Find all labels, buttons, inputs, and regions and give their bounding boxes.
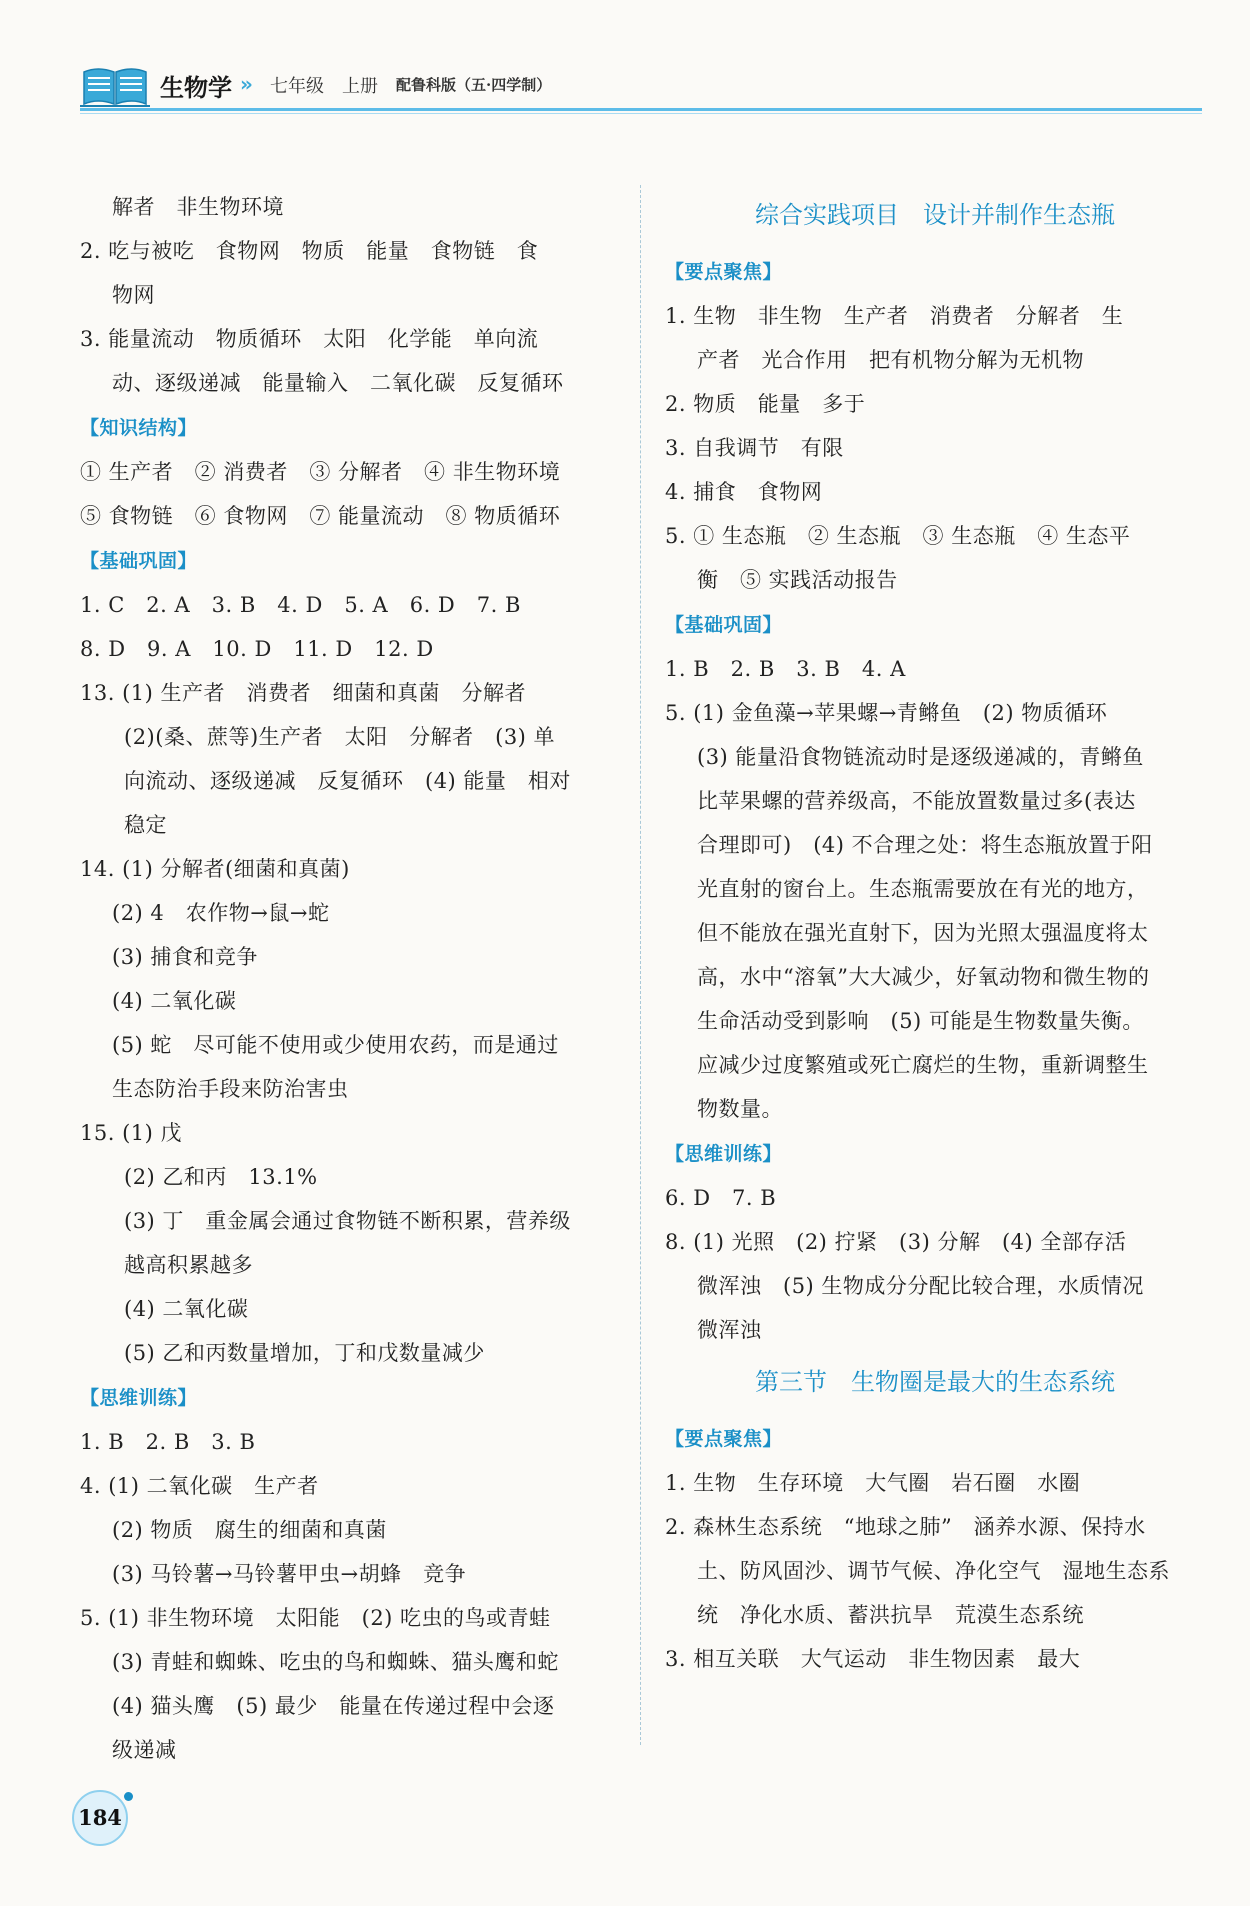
answer-line: 生命活动受到影响 (5) 可能是生物数量失衡。: [697, 1009, 1144, 1033]
answer-line: (2) 物质 腐生的细菌和真菌: [112, 1518, 387, 1542]
answer-line: 应减少过度繁殖或死亡腐烂的生物，重新调整生: [697, 1053, 1149, 1077]
answer-line: 1. 生物 非生物 生产者 消费者 分解者 生: [665, 304, 1124, 328]
section-title: 第三节 生物圈是最大的生态系统: [755, 1368, 1115, 1396]
answer-line: 3. 自我调节 有限: [665, 436, 844, 460]
answer-line: 1. C 2. A 3. B 4. D 5. A 6. D 7. B: [80, 593, 521, 617]
answer-line: 级递减: [112, 1738, 177, 1762]
answer-line: 5. (1) 非生物环境 太阳能 (2) 吃虫的鸟或青蛙: [80, 1606, 551, 1630]
section-tag-row: [80, 1375, 620, 1420]
left-column: [80, 185, 620, 1772]
answer-line: 物数量。: [697, 1097, 783, 1121]
answer-line: 4. 捕食 食物网: [665, 480, 823, 504]
answer-line: 1. B 2. B 3. B 4. A: [665, 657, 906, 681]
answer-line: (3) 捕食和竞争: [112, 945, 258, 969]
header-edition: 配鲁科版（五·四学制）: [396, 76, 552, 94]
answer-line: 微浑浊: [697, 1318, 762, 1342]
answer-line: 比苹果螺的营养级高，不能放置数量过多(表达: [697, 789, 1136, 813]
answer-line: 但不能放在强光直射下，因为光照太强温度将太: [697, 921, 1149, 945]
answer-line: 14. (1) 分解者(细菌和真菌): [80, 857, 350, 881]
section-title: 综合实践项目 设计并制作生态瓶: [755, 201, 1115, 229]
answer-line: (3) 马铃薯→马铃薯甲虫→胡蜂 竞争: [112, 1562, 467, 1586]
answer-line: 1. B 2. B 3. B: [80, 1430, 256, 1454]
section-tag: 【基础巩固】: [665, 614, 783, 636]
section-tag-row: [665, 602, 1205, 647]
section-tag-row: [665, 1416, 1205, 1461]
header-rule-thin: [80, 113, 1202, 114]
answer-line: (4) 猫头鹰 (5) 最少 能量在传递过程中会逐: [112, 1694, 555, 1718]
section-tag: 【要点聚焦】: [665, 1428, 783, 1450]
section-tag: 【思维训练】: [665, 1143, 783, 1165]
section-tag: 【要点聚焦】: [665, 261, 783, 283]
answer-line: 6. D 7. B: [665, 1186, 777, 1210]
answer-line: (5) 蛇 尽可能不使用或少使用农药，而是通过: [112, 1033, 559, 1057]
answer-line: (5) 乙和丙数量增加，丁和戊数量减少: [124, 1341, 485, 1365]
answer-line: 产者 光合作用 把有机物分解为无机物: [697, 348, 1084, 372]
section-tag-row: [665, 249, 1205, 294]
answer-line: 4. (1) 二氧化碳 生产者: [80, 1474, 319, 1498]
open-book-icon: [80, 64, 150, 108]
answer-line: (3) 丁 重金属会通过食物链不断积累，营养级: [124, 1209, 571, 1233]
section-tag: 【知识结构】: [80, 417, 198, 439]
answer-line: 1. 生物 生存环境 大气圈 岩石圈 水圈: [665, 1471, 1081, 1495]
answer-line: 3. 相互关联 大气运动 非生物因素 最大: [665, 1647, 1081, 1671]
answer-line: 光直射的窗台上。生态瓶需要放在有光的地方，: [697, 877, 1149, 901]
header-subject: 生物学: [160, 74, 232, 102]
column-divider: [640, 185, 641, 1745]
answer-line: 统 净化水质、蓄洪抗旱 荒漠生态系统: [697, 1603, 1084, 1627]
section-tag: 【基础巩固】: [80, 550, 198, 572]
header-grade: 七年级: [270, 76, 324, 97]
answer-line: 2. 森林生态系统 “地球之肺” 涵养水源、保持水: [665, 1515, 1146, 1539]
answer-line: 土、防风固沙、调节气候、净化空气 湿地生态系: [697, 1559, 1170, 1583]
answer-line: 解者 非生物环境: [112, 195, 284, 219]
section-tag: 【思维训练】: [80, 1387, 198, 1409]
dot-icon: [124, 1792, 133, 1801]
header-rule: [80, 108, 1202, 111]
answer-line: 生态防治手段来防治害虫: [112, 1077, 349, 1101]
answer-line: 稳定: [124, 813, 167, 837]
answer-line: 5. (1) 金鱼藻→苹果螺→青鳉鱼 (2) 物质循环: [665, 701, 1108, 725]
right-column: [665, 185, 1205, 1681]
answer-line: 动、逐级递减 能量输入 二氧化碳 反复循环: [112, 371, 564, 395]
answer-line: (2) 4 农作物→鼠→蛇: [112, 901, 330, 925]
answer-line: 衡 ⑤ 实践活动报告: [697, 568, 898, 592]
answer-line: 物网: [112, 283, 155, 307]
answer-line: 微浑浊 (5) 生物成分分配比较合理，水质情况: [697, 1274, 1144, 1298]
answer-line: 高，水中“溶氧”大大减少，好氧动物和微生物的: [697, 965, 1150, 989]
answer-line: ⑤ 食物链 ⑥ 食物网 ⑦ 能量流动 ⑧ 物质循环: [80, 504, 561, 528]
answer-line: 合理即可) (4) 不合理之处：将生态瓶放置于阳: [697, 833, 1153, 857]
answer-line: (2)(桑、蔗等)生产者 太阳 分解者 (3) 单: [124, 725, 556, 749]
answer-line: ① 生产者 ② 消费者 ③ 分解者 ④ 非生物环境: [80, 460, 561, 484]
section-tag-row: [80, 538, 620, 583]
page-number-badge: [72, 1790, 128, 1846]
answer-line: 13. (1) 生产者 消费者 细菌和真菌 分解者: [80, 681, 526, 705]
answer-line: 向流动、逐级递减 反复循环 (4) 能量 相对: [124, 769, 571, 793]
answer-line: 8. D 9. A 10. D 11. D 12. D: [80, 637, 434, 661]
answer-line: (4) 二氧化碳: [124, 1297, 249, 1321]
answer-line: 2. 物质 能量 多于: [665, 392, 866, 416]
answer-line: 8. (1) 光照 (2) 拧紧 (3) 分解 (4) 全部存活: [665, 1230, 1127, 1254]
answer-line: (3) 青蛙和蜘蛛、吃虫的鸟和蜘蛛、猫头鹰和蛇: [112, 1650, 559, 1674]
answer-line: 5. ① 生态瓶 ② 生态瓶 ③ 生态瓶 ④ 生态平: [665, 524, 1131, 548]
header-volume: 上册: [342, 76, 378, 97]
chevron-right-icon: »: [240, 72, 253, 96]
page-number: 184: [72, 1790, 128, 1846]
section-tag-row: [80, 405, 620, 450]
answer-line: (3) 能量沿食物链流动时是逐级递减的，青鳉鱼: [697, 745, 1144, 769]
answer-line: 15. (1) 戊: [80, 1121, 182, 1145]
answer-line: (4) 二氧化碳: [112, 989, 237, 1013]
section-tag-row: [665, 1131, 1205, 1176]
answer-line: 3. 能量流动 物质循环 太阳 化学能 单向流: [80, 327, 539, 351]
answer-line: 越高积累越多: [124, 1253, 253, 1277]
page-header: [80, 62, 1200, 110]
answer-line: 2. 吃与被吃 食物网 物质 能量 食物链 食: [80, 239, 539, 263]
answer-line: (2) 乙和丙 13.1%: [124, 1165, 318, 1189]
